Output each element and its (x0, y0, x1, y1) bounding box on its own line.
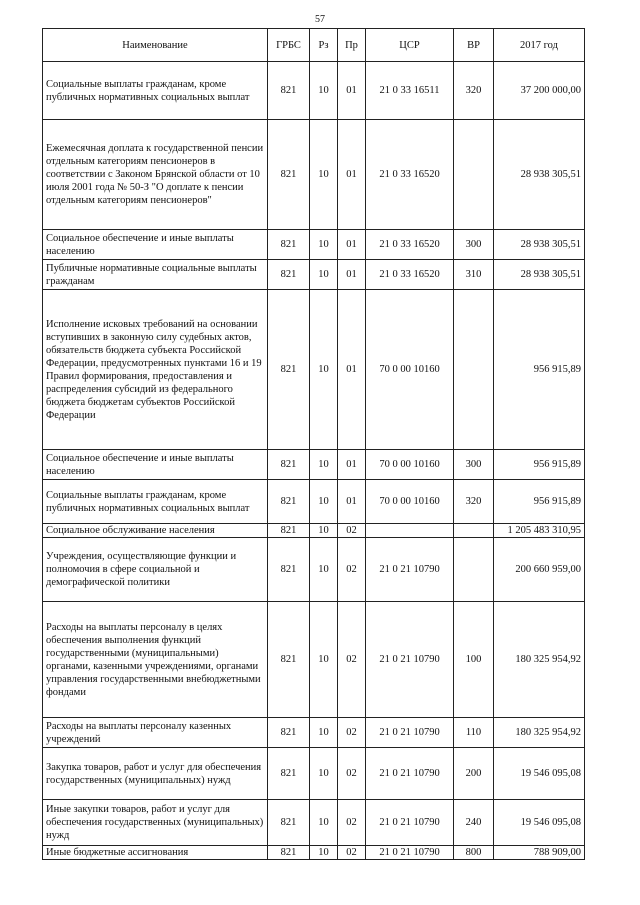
table-row (43, 260, 585, 290)
row-name: Социальное обеспечение и иные выплаты населению (43, 230, 268, 260)
row-grbs: 821 (268, 260, 310, 290)
row-pr: 02 (338, 748, 366, 800)
row-amount: 28 938 305,51 (494, 230, 585, 260)
header-csr: ЦСР (366, 29, 454, 62)
row-amount: 28 938 305,51 (494, 260, 585, 290)
row-grbs: 821 (268, 230, 310, 260)
row-vr: 800 (454, 846, 494, 860)
row-csr: 70 0 00 10160 (366, 480, 454, 524)
row-rz: 10 (310, 62, 338, 120)
table-row (43, 538, 585, 602)
row-csr: 21 0 21 10790 (366, 538, 454, 602)
row-csr: 70 0 00 10160 (366, 450, 454, 480)
table-row (43, 62, 585, 120)
row-amount: 1 205 483 310,95 (494, 524, 585, 538)
table-row (43, 450, 585, 480)
row-rz: 10 (310, 524, 338, 538)
row-vr: 300 (454, 230, 494, 260)
header-pr: Пр (338, 29, 366, 62)
row-pr: 02 (338, 718, 366, 748)
row-rz: 10 (310, 450, 338, 480)
row-pr: 02 (338, 846, 366, 860)
row-grbs: 821 (268, 846, 310, 860)
row-vr: 110 (454, 718, 494, 748)
row-csr (366, 524, 454, 538)
header-name: Наименование (43, 29, 268, 62)
row-rz: 10 (310, 290, 338, 450)
row-pr: 01 (338, 290, 366, 450)
row-grbs: 821 (268, 538, 310, 602)
row-name: Ежемесячная доплата к государственной пенсии отдельным категориям пенсионеров в соответствии с Законом Брянской области от 10 июля 2001 года № 50-З "О доплате к пенсии отдельным категориям пенсионеров" (43, 120, 268, 230)
row-vr: 100 (454, 602, 494, 718)
row-pr: 01 (338, 230, 366, 260)
row-name: Учреждения, осуществляющие функции и полномочия в сфере социальной и демографической политики (43, 538, 268, 602)
row-name: Социальные выплаты гражданам, кроме публичных нормативных социальных выплат (43, 62, 268, 120)
row-amount: 956 915,89 (494, 480, 585, 524)
row-amount: 19 546 095,08 (494, 748, 585, 800)
row-amount: 180 325 954,92 (494, 718, 585, 748)
row-pr: 01 (338, 62, 366, 120)
row-name: Расходы на выплаты персоналу в целях обеспечения выполнения функций государственными (муниципальными) органами, казенными учреждениями, органами управления государственными внебюджетными фондами (43, 602, 268, 718)
row-csr: 21 0 33 16520 (366, 120, 454, 230)
row-rz: 10 (310, 846, 338, 860)
row-csr: 21 0 21 10790 (366, 800, 454, 846)
table-row (43, 602, 585, 718)
row-grbs: 821 (268, 290, 310, 450)
row-grbs: 821 (268, 450, 310, 480)
row-name: Расходы на выплаты персоналу казенных учреждений (43, 718, 268, 748)
row-vr: 200 (454, 748, 494, 800)
row-vr: 300 (454, 450, 494, 480)
row-amount: 200 660 959,00 (494, 538, 585, 602)
row-csr: 21 0 21 10790 (366, 748, 454, 800)
row-amount: 180 325 954,92 (494, 602, 585, 718)
row-pr: 02 (338, 538, 366, 602)
row-csr: 21 0 21 10790 (366, 718, 454, 748)
row-vr: 240 (454, 800, 494, 846)
table-row (43, 480, 585, 524)
row-csr: 21 0 33 16520 (366, 230, 454, 260)
row-grbs: 821 (268, 480, 310, 524)
budget-table (42, 28, 585, 860)
page-number: 57 (315, 14, 325, 25)
row-vr: 320 (454, 480, 494, 524)
row-name: Социальное обеспечение и иные выплаты населению (43, 450, 268, 480)
row-csr: 21 0 33 16520 (366, 260, 454, 290)
row-grbs: 821 (268, 524, 310, 538)
row-rz: 10 (310, 718, 338, 748)
row-name: Социальные выплаты гражданам, кроме публичных нормативных социальных выплат (43, 480, 268, 524)
header-row (43, 29, 585, 62)
row-vr (454, 538, 494, 602)
row-rz: 10 (310, 602, 338, 718)
row-pr: 02 (338, 800, 366, 846)
row-grbs: 821 (268, 800, 310, 846)
row-amount: 956 915,89 (494, 450, 585, 480)
row-rz: 10 (310, 748, 338, 800)
header-rz: Рз (310, 29, 338, 62)
row-rz: 10 (310, 800, 338, 846)
row-vr: 310 (454, 260, 494, 290)
row-pr: 01 (338, 450, 366, 480)
row-grbs: 821 (268, 120, 310, 230)
row-rz: 10 (310, 230, 338, 260)
table-row (43, 230, 585, 260)
table-row (43, 524, 585, 538)
header-amount: 2017 год (494, 29, 585, 62)
row-pr: 02 (338, 524, 366, 538)
row-vr (454, 290, 494, 450)
row-rz: 10 (310, 120, 338, 230)
row-name: Закупка товаров, работ и услуг для обеспечения государственных (муниципальных) нужд (43, 748, 268, 800)
row-amount: 19 546 095,08 (494, 800, 585, 846)
header-vr: ВР (454, 29, 494, 62)
row-rz: 10 (310, 260, 338, 290)
row-name: Иные закупки товаров, работ и услуг для обеспечения государственных (муниципальных) нужд (43, 800, 268, 846)
row-name: Публичные нормативные социальные выплаты гражданам (43, 260, 268, 290)
table-row (43, 718, 585, 748)
table-row (43, 290, 585, 450)
row-rz: 10 (310, 480, 338, 524)
row-grbs: 821 (268, 718, 310, 748)
row-vr: 320 (454, 62, 494, 120)
row-amount: 788 909,00 (494, 846, 585, 860)
table-row (43, 748, 585, 800)
row-amount: 28 938 305,51 (494, 120, 585, 230)
row-pr: 01 (338, 120, 366, 230)
header-grbs: ГРБС (268, 29, 310, 62)
row-csr: 21 0 21 10790 (366, 602, 454, 718)
table-row (43, 120, 585, 230)
row-vr (454, 120, 494, 230)
row-grbs: 821 (268, 748, 310, 800)
table-row (43, 800, 585, 846)
row-pr: 01 (338, 260, 366, 290)
row-grbs: 821 (268, 62, 310, 120)
row-pr: 01 (338, 480, 366, 524)
row-grbs: 821 (268, 602, 310, 718)
table-row (43, 846, 585, 860)
row-csr: 21 0 33 16511 (366, 62, 454, 120)
row-amount: 956 915,89 (494, 290, 585, 450)
row-amount: 37 200 000,00 (494, 62, 585, 120)
row-csr: 70 0 00 10160 (366, 290, 454, 450)
row-name: Социальное обслуживание населения (43, 524, 268, 538)
row-csr: 21 0 21 10790 (366, 846, 454, 860)
row-name: Иные бюджетные ассигнования (43, 846, 268, 860)
row-rz: 10 (310, 538, 338, 602)
row-name: Исполнение исковых требований на основании вступивших в законную силу судебных актов, обязательств бюджета субъекта Российской Федерации, предусмотренных пунктами 16 и 19 Правил формирования, предоставления и распределения субсидий из федерального бюджета бюджетам субъектов Российской Федерации (43, 290, 268, 450)
row-pr: 02 (338, 602, 366, 718)
row-vr (454, 524, 494, 538)
